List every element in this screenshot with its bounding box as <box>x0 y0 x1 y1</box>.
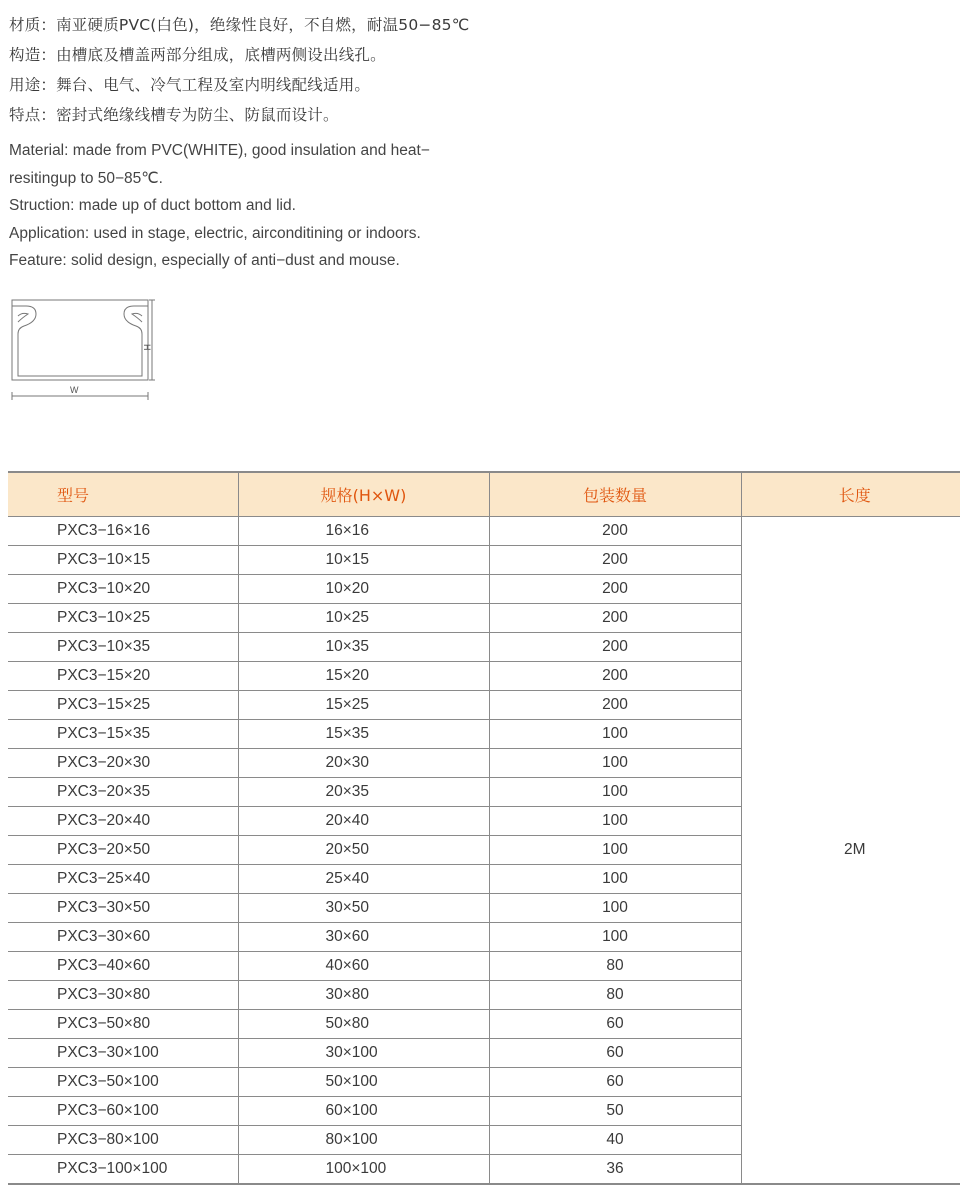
spec-table <box>8 471 960 1185</box>
cell-model: PXC3−10×15 <box>8 546 238 575</box>
header-qty: 包装数量 <box>489 472 741 517</box>
cell-qty: 200 <box>489 633 741 662</box>
cell-spec: 20×40 <box>238 807 489 836</box>
cell-qty: 36 <box>489 1155 741 1185</box>
en-application-line: Application: used in stage, electric, airconditining or indoors. <box>9 224 421 242</box>
duct-cross-section-diagram <box>8 292 168 412</box>
cell-qty: 200 <box>489 517 741 546</box>
cell-qty: 200 <box>489 575 741 604</box>
cell-spec: 15×20 <box>238 662 489 691</box>
cell-model: PXC3−10×35 <box>8 633 238 662</box>
cell-model: PXC3−50×100 <box>8 1068 238 1097</box>
cell-qty: 200 <box>489 662 741 691</box>
en-material-line: Material: made from PVC(WHITE), good insulation and heat− <box>9 142 430 159</box>
cell-model: PXC3−100×100 <box>8 1155 238 1185</box>
cn-feature-line: 特点：密封式绝缘线槽专为防尘、防鼠而设计。 <box>9 106 339 124</box>
cell-spec: 20×35 <box>238 778 489 807</box>
cell-spec: 30×60 <box>238 923 489 952</box>
cell-model: PXC3−20×35 <box>8 778 238 807</box>
cell-spec: 10×35 <box>238 633 489 662</box>
cell-model: PXC3−20×30 <box>8 749 238 778</box>
cell-model: PXC3−25×40 <box>8 865 238 894</box>
cell-qty: 80 <box>489 981 741 1010</box>
en-structure-line: Struction: made up of duct bottom and lid. <box>9 197 296 214</box>
cell-spec: 60×100 <box>238 1097 489 1126</box>
cell-spec: 20×50 <box>238 836 489 865</box>
cell-qty: 100 <box>489 749 741 778</box>
cell-qty: 100 <box>489 923 741 952</box>
cell-model: PXC3−10×20 <box>8 575 238 604</box>
cell-spec: 50×80 <box>238 1010 489 1039</box>
cell-qty: 100 <box>489 807 741 836</box>
cn-application-line: 用途：舞台、电气、冷气工程及室内明线配线适用。 <box>9 76 371 94</box>
cell-model: PXC3−60×100 <box>8 1097 238 1126</box>
cell-qty: 100 <box>489 720 741 749</box>
cell-model: PXC3−40×60 <box>8 952 238 981</box>
cell-spec: 10×15 <box>238 546 489 575</box>
cell-qty: 60 <box>489 1068 741 1097</box>
width-label: W <box>70 385 79 395</box>
chinese-description <box>9 10 469 130</box>
cell-qty: 40 <box>489 1126 741 1155</box>
duct-lid-lip-right <box>132 313 142 322</box>
cell-spec: 10×20 <box>238 575 489 604</box>
cell-spec: 30×80 <box>238 981 489 1010</box>
cell-qty: 60 <box>489 1039 741 1068</box>
height-label: H <box>142 344 152 351</box>
cell-spec: 25×40 <box>238 865 489 894</box>
cell-length: 2M <box>741 517 960 1185</box>
cell-model: PXC3−15×25 <box>8 691 238 720</box>
cell-spec: 15×25 <box>238 691 489 720</box>
cell-spec: 40×60 <box>238 952 489 981</box>
english-description <box>9 137 430 275</box>
cell-qty: 100 <box>489 894 741 923</box>
cell-model: PXC3−80×100 <box>8 1126 238 1155</box>
cell-spec: 80×100 <box>238 1126 489 1155</box>
cell-model: PXC3−30×50 <box>8 894 238 923</box>
en-material-line-cont: resitingup to 50−85℃. <box>9 169 163 187</box>
table-header-row <box>8 472 960 517</box>
cell-spec: 20×30 <box>238 749 489 778</box>
cell-qty: 200 <box>489 546 741 575</box>
cell-model: PXC3−30×100 <box>8 1039 238 1068</box>
cell-model: PXC3−50×80 <box>8 1010 238 1039</box>
cn-structure-line: 构造：由槽底及槽盖两部分组成，底槽两侧设出线孔。 <box>9 46 386 64</box>
cell-spec: 100×100 <box>238 1155 489 1185</box>
cell-spec: 16×16 <box>238 517 489 546</box>
cell-spec: 10×25 <box>238 604 489 633</box>
cell-qty: 80 <box>489 952 741 981</box>
header-spec: 规格(H×W) <box>238 472 489 517</box>
cell-qty: 60 <box>489 1010 741 1039</box>
cell-spec: 30×100 <box>238 1039 489 1068</box>
cell-spec: 50×100 <box>238 1068 489 1097</box>
cell-qty: 200 <box>489 691 741 720</box>
cell-model: PXC3−20×40 <box>8 807 238 836</box>
en-feature-line: Feature: solid design, especially of anti−dust and mouse. <box>9 252 400 269</box>
cell-qty: 100 <box>489 836 741 865</box>
duct-lid-lip-left <box>18 313 28 322</box>
duct-inner-profile <box>12 306 148 376</box>
header-model: 型号 <box>8 472 238 517</box>
cell-model: PXC3−30×80 <box>8 981 238 1010</box>
cell-spec: 30×50 <box>238 894 489 923</box>
cell-qty: 100 <box>489 865 741 894</box>
cell-qty: 50 <box>489 1097 741 1126</box>
cell-qty: 200 <box>489 604 741 633</box>
cn-material-line: 材质：南亚硬质PVC(白色)，绝缘性良好，不自燃，耐温50−85℃ <box>9 16 470 34</box>
cell-model: PXC3−20×50 <box>8 836 238 865</box>
cell-model: PXC3−15×35 <box>8 720 238 749</box>
cell-model: PXC3−30×60 <box>8 923 238 952</box>
cell-qty: 100 <box>489 778 741 807</box>
cell-model: PXC3−10×25 <box>8 604 238 633</box>
header-length: 长度 <box>741 472 960 517</box>
cell-spec: 15×35 <box>238 720 489 749</box>
duct-outer-profile <box>12 300 148 380</box>
table-row <box>8 517 960 546</box>
cell-model: PXC3−15×20 <box>8 662 238 691</box>
cell-model: PXC3−16×16 <box>8 517 238 546</box>
